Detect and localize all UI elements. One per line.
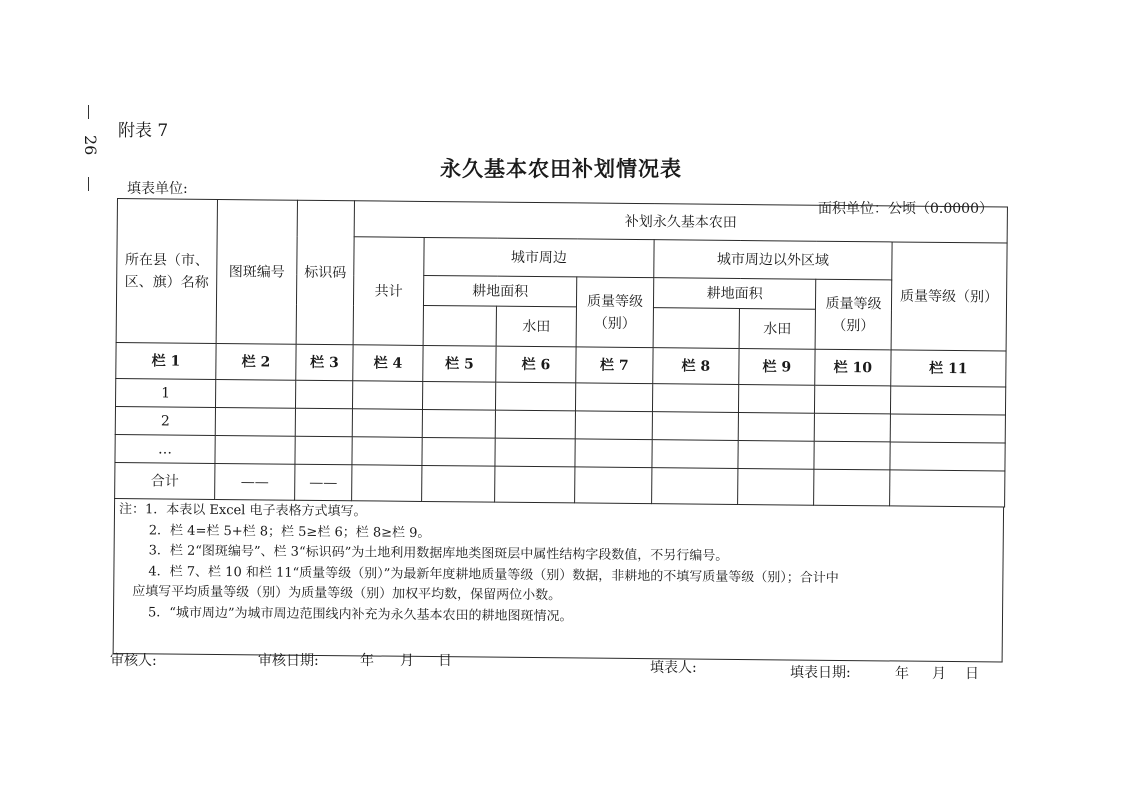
review-date-year: 年	[360, 653, 374, 669]
row-label: 1	[115, 378, 215, 407]
page-title: 永久基本农田补划情况表	[440, 156, 682, 181]
header-farmland-area-city: 耕地面积	[423, 275, 576, 306]
header-farmland-area-outside: 耕地面积	[653, 278, 815, 310]
header-quality-grade-11: 质量等级（别）	[891, 242, 1007, 351]
header-quality-city: 质量等级（别）	[576, 277, 654, 348]
header-outside-city: 城市周边以外区域	[654, 240, 892, 280]
note-2: 2．栏 4=栏 5+栏 8；栏 5≥栏 6；栏 8≥栏 9。	[148, 522, 431, 541]
row-label: 2	[115, 406, 215, 435]
notes-section	[113, 498, 1004, 663]
filler-label: 填表人:	[650, 660, 697, 676]
total-dash-patch-no: ——	[215, 463, 295, 500]
col-label-5: 栏 5	[423, 345, 496, 382]
appendix-label: 附表 7	[118, 121, 169, 141]
page-number-text: 26	[81, 135, 100, 156]
header-county: 所在县（市、区、旗）名称	[116, 199, 217, 344]
col-label-4: 栏 4	[353, 345, 423, 382]
header-farmland-subcell-city	[423, 305, 496, 346]
fill-date-day: 日	[965, 666, 979, 682]
reviewer-label: 审核人:	[110, 653, 157, 669]
note-4-continued: 应填写平均质量等级（别）为质量等级（别）加权平均数，保留两位小数。	[132, 584, 562, 604]
area-unit-label: 面积单位：公顷（0.0000）	[818, 201, 993, 217]
supplement-table	[114, 198, 1008, 508]
col-label-3: 栏 3	[296, 344, 353, 381]
col-label-10: 栏 10	[815, 349, 891, 386]
note-1: 注：1．本表以 Excel 电子表格方式填写。	[118, 502, 367, 520]
header-farmland-subcell-outside	[653, 308, 739, 349]
total-dash-id-code: ——	[295, 464, 352, 501]
col-label-7: 栏 7	[576, 347, 653, 384]
col-label-6: 栏 6	[496, 346, 576, 383]
review-date-label: 审核日期:	[258, 653, 319, 669]
header-id-code: 标识码	[296, 200, 354, 345]
header-supplement: 补划永久基本农田	[354, 201, 1007, 243]
col-label-8: 栏 8	[653, 348, 739, 385]
col-label-2: 栏 2	[216, 343, 296, 380]
total-label: 合计	[115, 462, 215, 499]
row-label: …	[115, 434, 215, 463]
fill-date-year: 年	[895, 666, 909, 682]
header-quality-outside: 质量等级（别）	[815, 279, 892, 350]
review-date-day: 日	[438, 653, 452, 669]
col-label-9: 栏 9	[739, 348, 815, 385]
page-number-dash-top	[88, 105, 89, 119]
fill-date-label: 填表日期:	[790, 665, 851, 681]
review-date-month: 月	[400, 653, 414, 669]
form-sheet	[113, 198, 1007, 665]
col-label-1: 栏 1	[116, 342, 216, 379]
header-city-periphery: 城市周边	[424, 237, 654, 277]
fill-unit-label: 填表单位:	[127, 181, 188, 197]
header-total: 共计	[353, 237, 424, 346]
header-patch-no: 图斑编号	[216, 199, 297, 344]
col-label-11: 栏 11	[891, 350, 1006, 387]
note-4: 4．栏 7、栏 10 和栏 11“质量等级（别）”为最新年度耕地质量等级（别）数据，非耕地的不填写质量等级（别）；合计中	[148, 563, 839, 586]
note-3: 3．栏 2“图斑编号”、栏 3“标识码”为土地利用数据库地类图斑层中属性结构字段数值，不另行编号。	[148, 543, 729, 564]
note-5: 5．“城市周边”为城市周边范围线内补充为永久基本农田的耕地图斑情况。	[147, 604, 573, 624]
fill-date-month: 月	[932, 666, 946, 682]
header-paddy-city: 水田	[496, 306, 576, 347]
header-paddy-outside: 水田	[739, 308, 815, 349]
